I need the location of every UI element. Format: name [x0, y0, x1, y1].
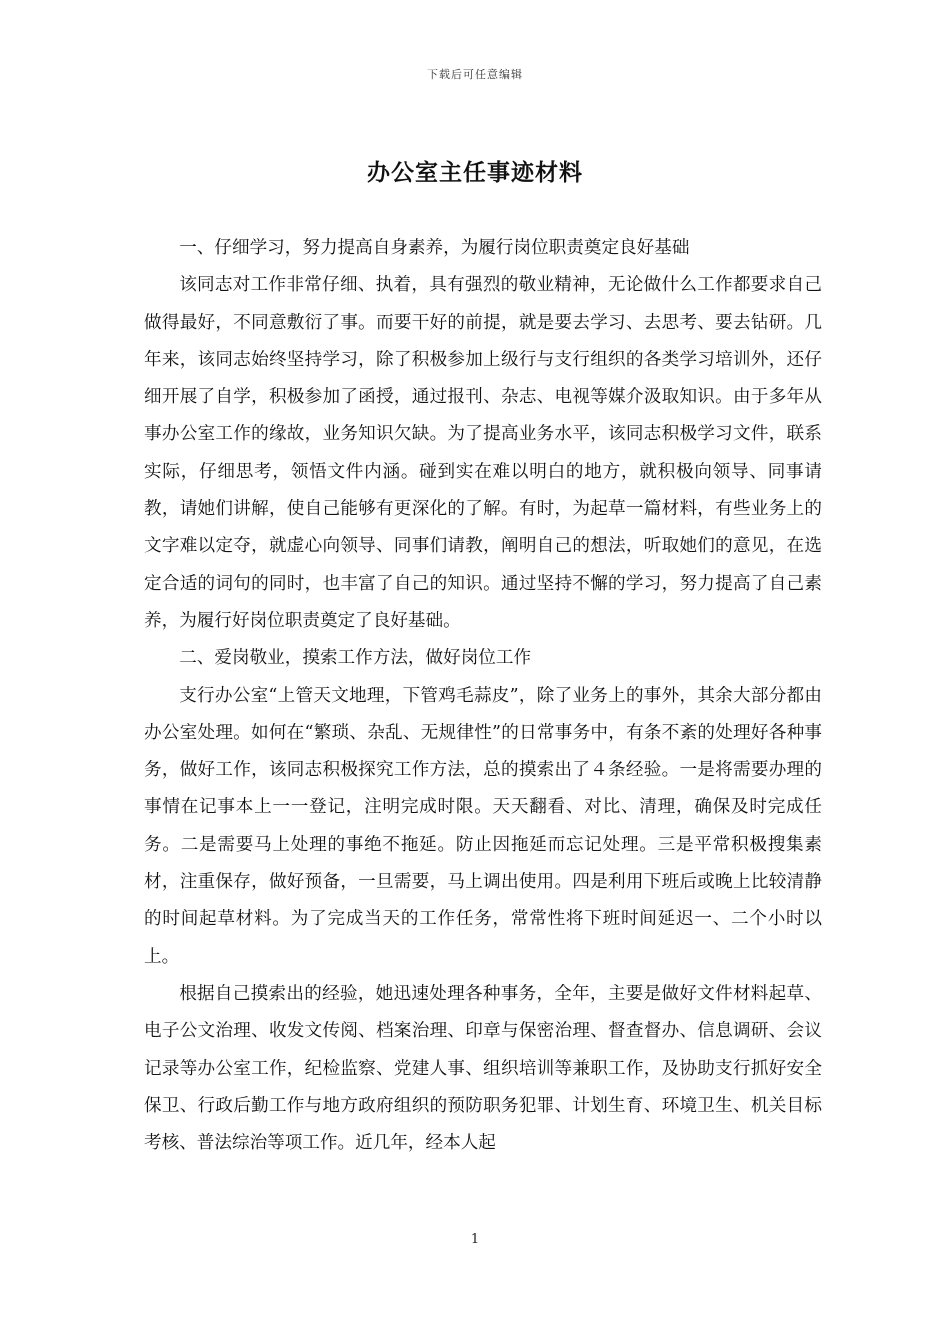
section-heading-2: 二、爱岗敬业，摸索工作方法，做好岗位工作	[179, 648, 532, 669]
page-header-note: 下载后可任意编辑	[427, 68, 523, 81]
body-paragraph-2: 支行办公室“上管天文地理，下管鸡毛蒜皮”，除了业务上的事外，其余大部分都由办公室处理。如何在“繁琐、杂乱、无规律性”的日常事务中，有条不紊的处理好各种事务，做好工作，该同志积极探究工作方法，总的摸索出了４条经验。一是将需要办理的事情在记事本上一一登记，注明完成时限。天天翻看、对比、清理，确保及时完成任务。二是需要马上处理的事绝不拖延。防止因拖延而忘记处理。三是平常积极搜集素材，注重保存，做好预备，一旦需要，马上调出使用。四是利用下班后或晚上比较清静的时间起草材料。为了完成当天的工作任务，常常性将下班时间延迟一、二个小时以上。	[144, 685, 822, 967]
body-paragraph-1: 该同志对工作非常仔细、执着，具有强烈的敬业精神，无论做什么工作都要求自己做得最好，不同意敷衍了事。而要干好的前提，就是要去学习、去思考、要去钻研。几年来，该同志始终坚持学习，除了积极参加上级行与支行组织的各类学习培训外，还仔细开展了自学，积极参加了函授，通过报刊、杂志、电视等媒介汲取知识。由于多年从事办公室工作的缘故，业务知识欠缺。为了提高业务水平，该同志积极学习文件，联系实际，仔细思考，领悟文件内涵。碰到实在难以明白的地方，就积极向领导、同事请教，请她们讲解，使自己能够有更深化的了解。有时，为起草一篇材料，有些业务上的文字难以定夺，就虚心向领导、同事们请教，阐明自己的想法，听取她们的意见，在选定合适的词句的同时，也丰富了自己的知识。通过坚持不懈的学习，努力提高了自己素养，为履行好岗位职责奠定了良好基础。	[144, 275, 822, 631]
page-number: 1	[470, 1232, 480, 1247]
body-paragraph-3: 根据自己摸索出的经验，她迅速处理各种事务，全年，主要是做好文件材料起草、电子公文治理、收发文传阅、档案治理、印章与保密治理、督查督办、信息调研、会议记录等办公室工作，纪检监察、党建人事、组织培训等兼职工作，及协助支行抓好安全保卫、行政后勤工作与地方政府组织的预防职务犯罪、计划生育、环境卫生、机关目标考核、普法综治等项工作。近几年，经本人起	[144, 983, 822, 1154]
document-body	[144, 230, 822, 1162]
document-title: 办公室主任事迹材料	[367, 159, 583, 186]
section-heading-1: 一、仔细学习，努力提高自身素养，为履行岗位职责奠定良好基础	[179, 238, 690, 258]
